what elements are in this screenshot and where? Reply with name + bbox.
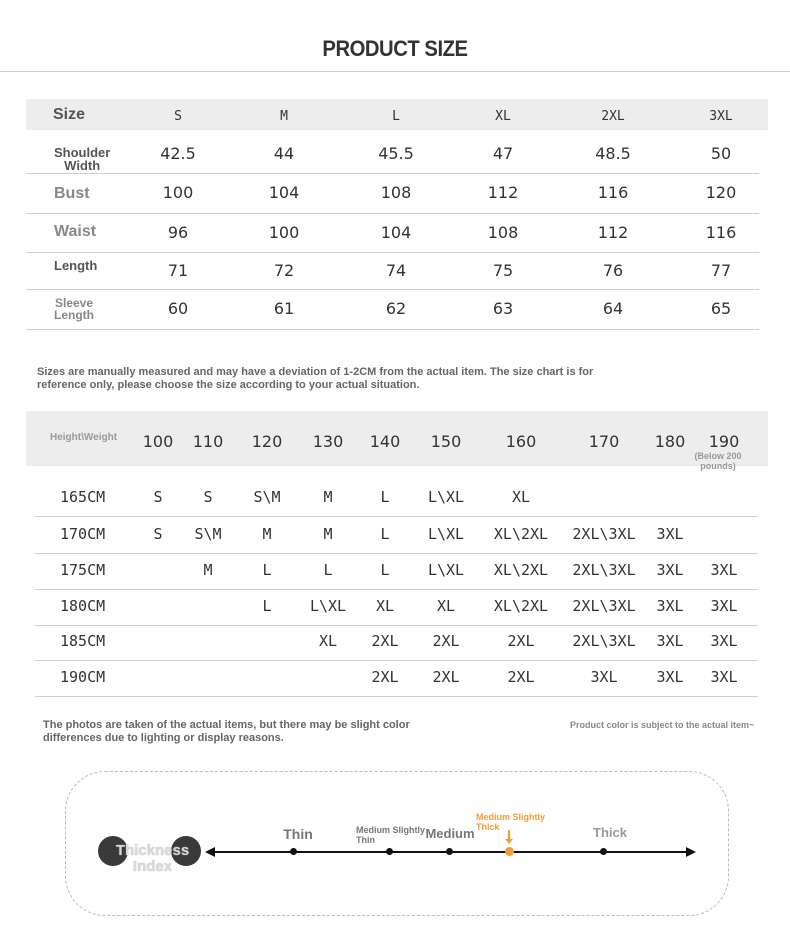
reference-cell: 2XL: [371, 668, 399, 686]
size-cell: 104: [268, 183, 300, 202]
size-cell: 74: [385, 260, 407, 280]
weight-header-cell: 140: [369, 432, 401, 451]
reference-cell: 3XL: [710, 561, 738, 579]
size-cell: 72: [273, 260, 295, 280]
size-header-cell: 2XL: [601, 109, 625, 124]
size-cell: 116: [597, 183, 629, 202]
thickness-level-label: Medium: [425, 826, 475, 841]
size-row-label: Shoulder Width: [54, 145, 111, 173]
size-row-label: Waist: [54, 223, 97, 240]
size-cell: 50: [710, 143, 732, 163]
reference-cell: L: [323, 561, 333, 579]
reference-cell: 2XL: [507, 632, 535, 650]
size-header-cell: L: [392, 109, 400, 124]
reference-cell: 2XL\3XL: [572, 561, 636, 579]
size-cell: 100: [162, 183, 194, 202]
size-row-divider: [26, 173, 759, 174]
size-cell: 71: [167, 260, 189, 280]
size-cell: 108: [380, 183, 412, 202]
reference-cell: 3XL: [656, 525, 684, 543]
reference-cell: M: [323, 525, 333, 543]
reference-cell: L: [380, 488, 390, 506]
size-header-cell: 3XL: [709, 109, 733, 124]
size-cell: 48.5: [595, 143, 631, 163]
size-row-divider: [26, 329, 759, 330]
size-cell: 96: [167, 222, 189, 242]
size-cell: 45.5: [378, 143, 414, 163]
height-label: 170CM: [60, 525, 106, 543]
reference-cell: XL: [318, 632, 338, 650]
weight-header-cell: 160: [505, 432, 537, 451]
reference-cell: 2XL\3XL: [572, 525, 636, 543]
reference-cell: 2XL\3XL: [572, 632, 636, 650]
reference-cell: 3XL: [656, 668, 684, 686]
reference-row-divider: [35, 516, 758, 517]
reference-cell: 2XL: [371, 632, 399, 650]
thickness-level-label: Thin: [283, 826, 313, 842]
reference-cell: L\XL: [427, 561, 465, 579]
size-cell: 63: [492, 299, 514, 318]
reference-cell: M: [203, 561, 213, 579]
height-label: 185CM: [60, 632, 106, 650]
weight-header-cell: 100: [142, 432, 174, 451]
thickness-level-dot: [446, 848, 453, 855]
reference-cell: 3XL: [656, 597, 684, 615]
reference-cell: XL\2XL: [493, 525, 549, 543]
thickness-index-label: Thickness Index: [115, 842, 190, 875]
reference-cell: 2XL: [432, 632, 460, 650]
reference-cell: L\XL: [309, 597, 347, 615]
reference-cell: L: [262, 597, 272, 615]
size-header-cell: S: [174, 109, 182, 124]
color-note: Product color is subject to the actual item~: [570, 720, 755, 730]
weight-note: (Below 200 pounds): [694, 451, 742, 471]
weight-header-cell: 130: [312, 432, 344, 451]
size-cell: 120: [705, 183, 737, 202]
reference-cell: XL\2XL: [493, 561, 549, 579]
size-cell: 42.5: [160, 143, 196, 163]
thickness-level-dot: [505, 847, 514, 856]
reference-cell: 3XL: [656, 561, 684, 579]
selected-arrowhead-icon: [505, 839, 513, 844]
thickness-level-dot: [290, 848, 297, 855]
size-cell: 104: [380, 222, 412, 242]
axis-right-arrowhead: [686, 847, 696, 857]
size-cell: 112: [487, 183, 519, 202]
reference-cell: 2XL\3XL: [572, 597, 636, 615]
reference-row-divider: [35, 696, 758, 697]
reference-header-label: Height\Weight: [50, 432, 118, 443]
size-cell: 62: [385, 299, 407, 318]
weight-header-cell: 180: [654, 432, 686, 451]
reference-cell: XL\2XL: [493, 597, 549, 615]
reference-cell: S: [203, 488, 213, 506]
weight-header-cell: 110: [192, 432, 224, 451]
height-label: 165CM: [60, 488, 106, 506]
size-row-label: Bust: [54, 185, 90, 202]
size-cell: 112: [597, 222, 629, 242]
photo-note: The photos are taken of the actual items, but there may be slight color differences due to lighting or display reasons.: [43, 719, 410, 744]
thickness-level-label: Medium Slightly Thin: [356, 825, 426, 845]
size-cell: 100: [268, 222, 300, 242]
size-row-label: Sleeve Length: [54, 296, 94, 322]
axis-left-arrowhead: [205, 847, 215, 857]
size-cell: 108: [487, 222, 519, 242]
size-row-label: Length: [54, 258, 98, 273]
weight-header-cell: 120: [251, 432, 283, 451]
height-label: 190CM: [60, 668, 106, 686]
size-header-label: Size: [53, 106, 86, 123]
size-row-divider: [26, 289, 759, 290]
reference-cell: M: [323, 488, 333, 506]
weight-header-cell: 150: [430, 432, 462, 451]
reference-cell: S\M: [253, 488, 281, 506]
size-cell: 44: [273, 143, 295, 163]
reference-cell: L: [262, 561, 272, 579]
size-cell: 47: [492, 143, 514, 163]
reference-row-divider: [35, 625, 758, 626]
reference-cell: XL: [511, 488, 531, 506]
size-cell: 77: [710, 260, 732, 280]
size-cell: 76: [602, 260, 624, 280]
reference-cell: L: [380, 525, 390, 543]
weight-header-cell: 190: [708, 432, 740, 451]
size-header-cell: M: [280, 109, 288, 124]
thickness-level-dot: [600, 848, 607, 855]
size-cell: 64: [602, 299, 624, 318]
weight-header-cell: 170: [588, 432, 620, 451]
reference-cell: XL: [436, 597, 456, 615]
reference-row-divider: [35, 660, 758, 661]
reference-cell: XL: [375, 597, 395, 615]
measure-note: Sizes are manually measured and may have a deviation of 1-2CM from the actual item. The size chart is for reference only, please choose the size according to your actual situation.: [37, 366, 594, 391]
reference-row-divider: [35, 589, 758, 590]
thickness-level-dot: [386, 848, 393, 855]
reference-cell: S: [153, 525, 163, 543]
height-label: 180CM: [60, 597, 106, 615]
height-label: 175CM: [60, 561, 106, 579]
reference-cell: S\M: [194, 525, 222, 543]
size-row-divider: [26, 252, 759, 253]
size-row-divider: [26, 213, 759, 214]
reference-cell: L: [380, 561, 390, 579]
reference-cell: 3XL: [590, 668, 618, 686]
reference-cell: 3XL: [656, 632, 684, 650]
size-cell: 65: [710, 299, 732, 318]
reference-cell: 2XL: [432, 668, 460, 686]
size-cell: 61: [273, 299, 295, 318]
title-divider: [0, 71, 790, 72]
reference-cell: M: [262, 525, 272, 543]
thickness-level-label: Thick: [593, 825, 627, 840]
reference-cell: 3XL: [710, 668, 738, 686]
size-cell: 60: [167, 299, 189, 318]
reference-cell: 2XL: [507, 668, 535, 686]
reference-cell: S: [153, 488, 163, 506]
size-cell: 116: [705, 222, 737, 242]
size-cell: 75: [492, 260, 514, 280]
reference-cell: L\XL: [427, 525, 465, 543]
size-header-cell: XL: [495, 109, 511, 124]
reference-cell: L\XL: [427, 488, 465, 506]
reference-row-divider: [35, 553, 758, 554]
reference-cell: 3XL: [710, 597, 738, 615]
reference-cell: 3XL: [710, 632, 738, 650]
page-title: PRODUCT SIZE: [322, 36, 468, 61]
thickness-level-label: Medium Slightly Thick: [476, 812, 546, 832]
